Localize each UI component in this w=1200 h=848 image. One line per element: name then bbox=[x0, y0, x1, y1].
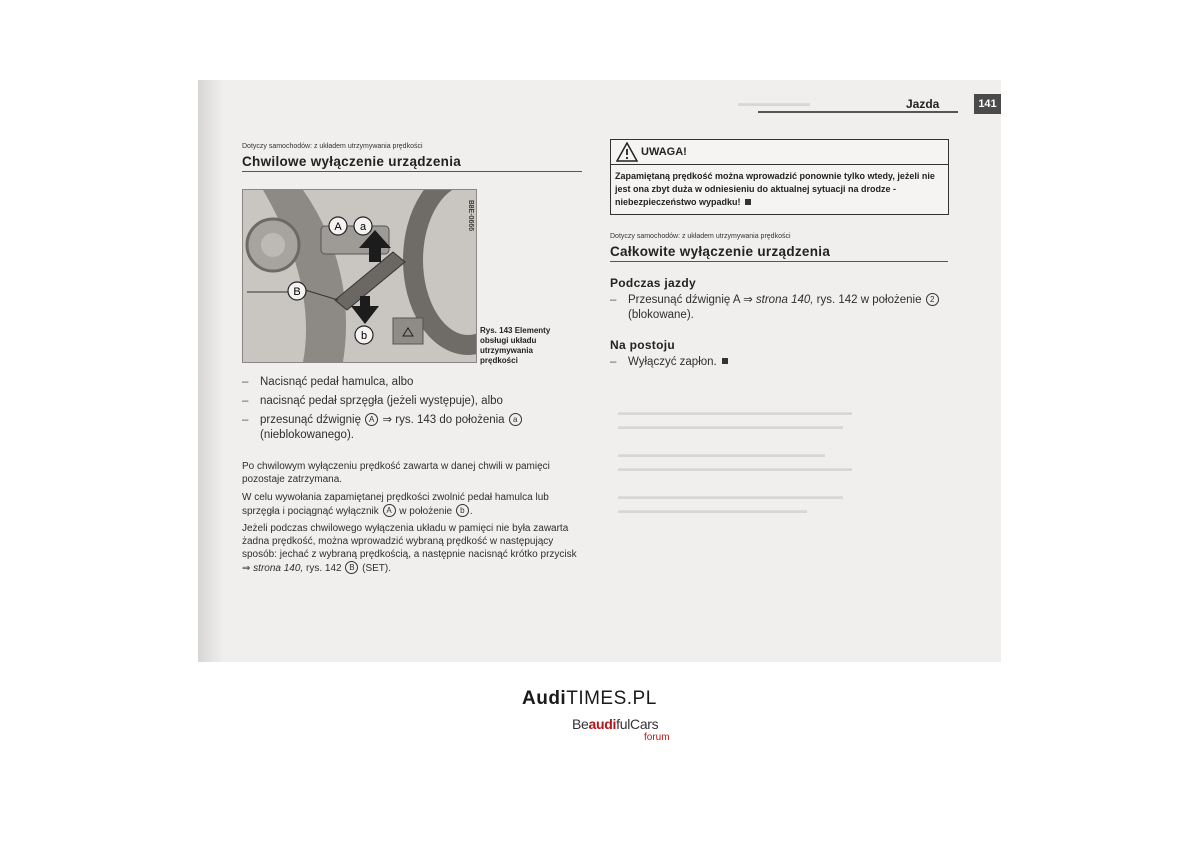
instrument-dial-center bbox=[261, 233, 285, 257]
bullet-lever-lock: – Przesunąć dźwignię A ⇒ strona 140, rys. 142 w położenie 2 (blokowane). bbox=[610, 293, 955, 323]
applies-to-note: Dotyczy samochodów: z układem utrzymywania prędkości bbox=[610, 233, 791, 240]
left-bullets bbox=[242, 375, 584, 447]
right-bullet-parked bbox=[610, 355, 955, 374]
page-number: 141 bbox=[974, 94, 1001, 114]
bleed-through-text: ▬▬▬▬▬▬▬▬▬▬▬▬▬▬▬▬▬▬▬▬▬▬▬▬▬▬ ▬▬▬▬▬▬▬▬▬▬▬▬▬▬▬▬▬▬▬▬▬▬▬▬▬ ▬▬▬▬▬▬▬▬▬▬▬▬▬▬▬▬▬▬▬▬▬▬▬ ▬▬▬▬▬▬▬▬▬▬▬▬▬▬▬▬▬▬▬▬▬▬▬▬▬▬ ▬▬▬▬▬▬▬▬▬▬▬▬▬▬▬▬▬▬▬▬▬▬▬▬▬ ▬▬▬▬▬▬▬▬▬▬▬▬▬▬▬▬▬▬▬▬▬ bbox=[618, 407, 852, 515]
figure-code: B8E-0666 bbox=[467, 200, 474, 232]
bullet-ignition: – Wyłączyć zapłon. bbox=[610, 355, 955, 370]
paragraph-resume: W celu wywołania zapamiętanej prędkości zwolnić pedał hamulca lub sprzęgła i pociągnąć wyłącznik A w położenie b . bbox=[242, 492, 549, 517]
svg-text:B: B bbox=[293, 286, 301, 298]
bullet-lever: – przesunąć dźwignię A ⇒ rys. 143 do położenia a (nieblokowanego). bbox=[242, 413, 584, 443]
symbol-A: A bbox=[383, 504, 396, 517]
audi-times-logo: AudiTIMES.PL bbox=[522, 688, 657, 709]
subheading-driving: Podczas jazdy bbox=[610, 276, 696, 290]
svg-text:a: a bbox=[359, 221, 367, 233]
bullet-brake: – Nacisnąć pedał hamulca, albo bbox=[242, 375, 584, 390]
right-bullet-driving bbox=[610, 293, 955, 327]
warning-label: UWAGA! bbox=[641, 146, 687, 158]
forum-label: forum bbox=[644, 732, 670, 743]
symbol-A: A bbox=[365, 413, 378, 426]
scanned-page bbox=[198, 80, 1001, 662]
warning-header bbox=[611, 140, 948, 165]
subheading-parked: Na postoju bbox=[610, 338, 675, 352]
symbol-b: b bbox=[456, 504, 469, 517]
header-rule bbox=[758, 111, 958, 113]
hazard-switch bbox=[393, 318, 423, 344]
end-marker bbox=[745, 199, 751, 205]
warning-box bbox=[610, 139, 949, 215]
steering-figure bbox=[242, 189, 477, 363]
warning-triangle-icon bbox=[616, 142, 638, 162]
paragraph-memory: Po chwilowym wyłączeniu prędkość zawarta w danej chwili w pamięci pozostaje zatrzymana. bbox=[242, 461, 550, 485]
applies-to-note: Dotyczy samochodów: z układem utrzymywania prędkości bbox=[242, 143, 423, 150]
svg-text:b: b bbox=[360, 330, 368, 342]
svg-text:A: A bbox=[334, 221, 342, 233]
symbol-2: 2 bbox=[926, 293, 939, 306]
steering-illustration bbox=[243, 190, 476, 362]
warning-text: Zapamiętaną prędkość można wprowadzić ponownie tylko wtedy, jeżeli nie jest ona zbyt duża w odniesieniu do aktualnej sytuacji na drodze - niebezpieczeństwo wypadku! bbox=[615, 171, 935, 207]
symbol-a: a bbox=[509, 413, 522, 426]
paragraph-set-speed: Jeżeli podczas chwilowego wyłączenia układu w pamięci nie była zawarta żadna prędkość, można wprowadzić wybraną prędkość w następujący sposób: jechać z wybraną prędkością, a następnie nacisnąć krótko przycisk ⇒ strona 140, rys. 142 B (SET). bbox=[242, 523, 577, 574]
end-marker bbox=[722, 358, 728, 364]
page-gutter-shadow bbox=[198, 80, 224, 662]
bleed-through-text: ▬▬▬▬▬▬▬▬ bbox=[738, 98, 810, 108]
section-title: Całkowite wyłączenie urządzenia bbox=[610, 244, 948, 262]
section-title: Chwilowe wyłączenie urządzenia bbox=[242, 154, 582, 172]
section-header: Jazda bbox=[906, 97, 940, 111]
beaudifulcars-logo: BeaudifulCars bbox=[572, 716, 659, 732]
bullet-clutch: – nacisnąć pedał sprzęgła (jeżeli występuje), albo bbox=[242, 394, 584, 409]
figure-caption: Rys. 143 Elementy obsługi układu utrzymywania prędkości bbox=[480, 326, 551, 365]
symbol-B: B bbox=[345, 561, 358, 574]
